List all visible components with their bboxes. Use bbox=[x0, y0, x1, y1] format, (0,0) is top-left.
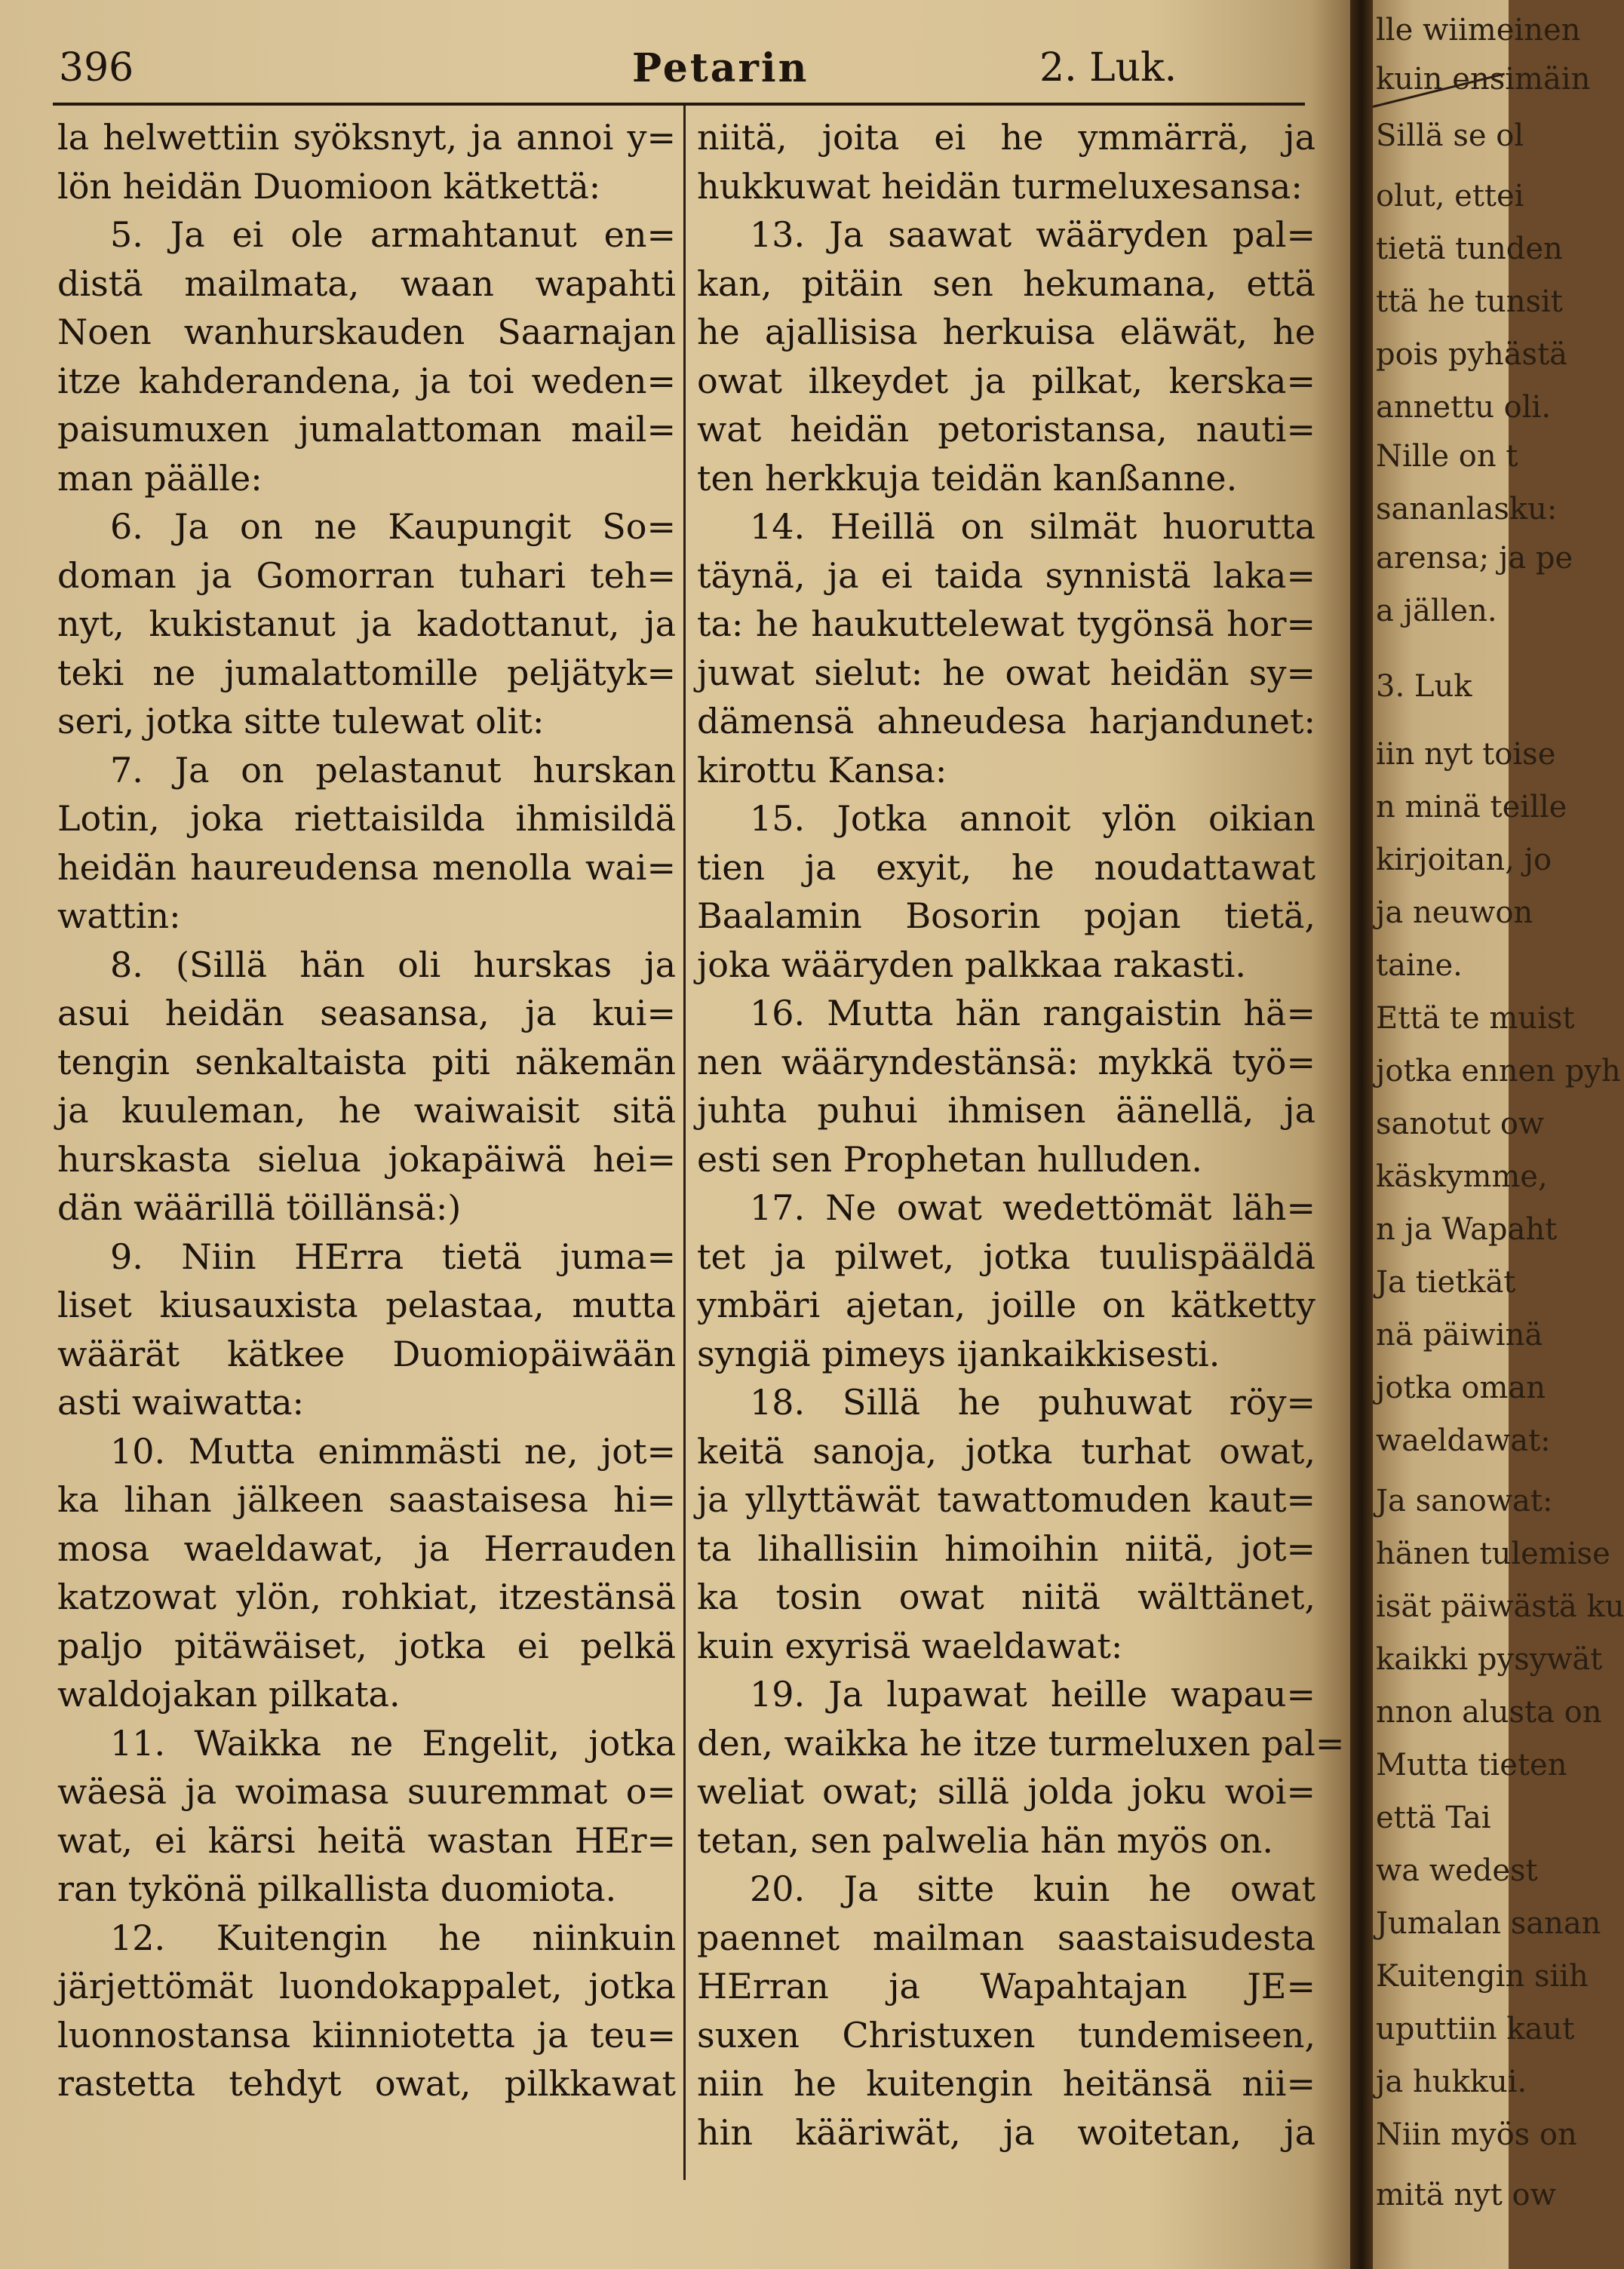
text-line: tien ja exyit, he noudattawat bbox=[697, 846, 1315, 888]
text-line: 8. (Sillä hän oli hurskas ja bbox=[110, 944, 676, 985]
text-line: ka lihan jälkeen saastaisesa hi= bbox=[57, 1479, 676, 1520]
text-line: järjettömät luondokappalet, jotka bbox=[57, 1966, 676, 2006]
text-line: owat ilkeydet ja pilkat, kerska= bbox=[697, 360, 1315, 401]
text-line: niin he kuitengin heitänsä nii= bbox=[697, 2063, 1315, 2104]
chapter-label: 2. Luk. bbox=[1039, 45, 1177, 91]
text-line: asti waiwatta: bbox=[57, 1382, 305, 1423]
text-line: lön heidän Duomioon kätkettä: bbox=[57, 165, 601, 207]
adjacent-page-text-line: Että te muist bbox=[1376, 1001, 1575, 1036]
text-line: juhta puhui ihmisen äänellä, ja bbox=[697, 1090, 1315, 1131]
text-line: katzowat ylön, rohkiat, itzestänsä bbox=[57, 1577, 676, 1617]
adjacent-page-text-line: hänen tulemise bbox=[1376, 1537, 1610, 1571]
adjacent-page-text-line: Sillä se ol bbox=[1376, 118, 1524, 153]
text-line: ta lihallisiin himoihin niitä, jot= bbox=[697, 1528, 1315, 1569]
text-line: hin kääriwät, ja woitetan, ja bbox=[697, 2111, 1315, 2153]
adjacent-page-text-line: 3. Luk bbox=[1376, 669, 1472, 704]
adjacent-page-text-line: ttä he tunsit bbox=[1376, 284, 1563, 319]
text-line: liset kiusauxista pelastaa, mutta bbox=[57, 1285, 676, 1325]
text-line: 12. Kuitengin he niinkuin bbox=[110, 1917, 676, 1958]
adjacent-page-text-line: käskymme, bbox=[1376, 1159, 1548, 1194]
text-line: hurskasta sielua jokapäiwä hei= bbox=[57, 1138, 676, 1180]
text-line: syngiä pimeys ijankaikkisesti. bbox=[697, 1333, 1220, 1374]
text-line: ymbäri ajetan, joille on kätketty bbox=[697, 1285, 1315, 1325]
text-line: paisumuxen jumalattoman mail= bbox=[57, 409, 676, 450]
header-rule bbox=[53, 103, 1305, 106]
text-line: 14. Heillä on silmät huorutta bbox=[750, 506, 1315, 547]
text-line: ta: he haukuttelewat tygönsä hor= bbox=[697, 603, 1315, 644]
text-line: dän wäärillä töillänsä:) bbox=[57, 1187, 462, 1228]
text-line: Lotin, joka riettaisilda ihmisildä bbox=[57, 798, 676, 839]
adjacent-page-text-line: lle wiimeinen bbox=[1376, 13, 1581, 48]
text-line: joka wääryden palkkaa rakasti. bbox=[697, 944, 1246, 985]
adjacent-page-text-line: pois pyhästä bbox=[1376, 337, 1567, 372]
text-line: paennet mailman saastaisudesta bbox=[697, 1917, 1315, 1958]
page-number: 396 bbox=[59, 45, 134, 91]
text-line: 10. Mutta enimmästi ne, jot= bbox=[110, 1430, 676, 1472]
text-line: paljo pitäwäiset, jotka ei pelkä bbox=[57, 1625, 676, 1666]
text-line: nyt, kukistanut ja kadottanut, ja bbox=[57, 603, 676, 644]
text-line: ja kuuleman, he waiwaisit sitä bbox=[57, 1090, 676, 1131]
adjacent-page-text-line: a jällen. bbox=[1376, 594, 1497, 628]
text-line: 16. Mutta hän rangaistin hä= bbox=[750, 993, 1315, 1033]
text-line: itze kahderandena, ja toi weden= bbox=[57, 360, 676, 401]
adjacent-page-text-line: jotka ennen pyh bbox=[1376, 1054, 1621, 1088]
adjacent-page-text-line: kuin ensimäin bbox=[1376, 62, 1591, 97]
text-line: heidän haureudensa menolla wai= bbox=[57, 846, 676, 888]
adjacent-page-text-line: Kuitengin siih bbox=[1376, 1959, 1589, 1994]
text-line: 19. Ja lupawat heille wapau= bbox=[750, 1674, 1315, 1715]
text-line: 18. Sillä he puhuwat röy= bbox=[750, 1382, 1315, 1423]
text-line: 15. Jotka annoit ylön oikian bbox=[750, 798, 1315, 839]
text-line: nen wääryndestänsä: mykkä työ= bbox=[697, 1041, 1315, 1082]
text-line: distä mailmata, waan wapahti bbox=[57, 263, 676, 304]
right-column bbox=[697, 113, 1345, 2157]
adjacent-page-text-line: taine. bbox=[1376, 948, 1463, 983]
text-line: kirottu Kansa: bbox=[697, 749, 947, 791]
text-line: weliat owat; sillä jolda joku woi= bbox=[697, 1771, 1315, 1812]
text-line: 6. Ja on ne Kaupungit So= bbox=[110, 506, 676, 547]
text-line: he ajallisisa herkuisa eläwät, he bbox=[697, 312, 1315, 352]
adjacent-page-text-line: waeldawat: bbox=[1376, 1423, 1551, 1458]
adjacent-page-text-line: kirjoitan, jo bbox=[1376, 843, 1552, 877]
text-line: 20. Ja sitte kuin he owat bbox=[750, 1868, 1315, 1909]
running-header bbox=[59, 45, 1311, 98]
adjacent-page-text-line: olut, ettei bbox=[1376, 179, 1524, 213]
text-line: suxen Christuxen tundemiseen, bbox=[697, 2014, 1315, 2056]
text-line: keitä sanoja, jotka turhat owat, bbox=[697, 1430, 1315, 1472]
text-line: kuin exyrisä waeldawat: bbox=[697, 1625, 1123, 1666]
adjacent-page-text-line: että Tai bbox=[1376, 1801, 1491, 1835]
adjacent-page-text-line: Ja sanowat: bbox=[1376, 1484, 1553, 1518]
adjacent-page-text-line: uputtiin kaut bbox=[1376, 2012, 1575, 2046]
adjacent-page-text-line: Ja tietkät bbox=[1376, 1265, 1516, 1300]
adjacent-page-text-line: arensa; ja pe bbox=[1376, 541, 1573, 576]
text-line: wäärät kätkee Duomiopäiwään bbox=[57, 1333, 676, 1374]
text-line: 5. Ja ei ole armahtanut en= bbox=[110, 214, 676, 255]
adjacent-page-text-line: n minä teille bbox=[1376, 790, 1567, 824]
text-line: 9. Niin HErra tietä juma= bbox=[110, 1236, 676, 1277]
adjacent-page-text-line: mitä nyt ow bbox=[1376, 2178, 1556, 2212]
adjacent-page-text-line: Mutta tieten bbox=[1376, 1748, 1567, 1782]
adjacent-page-text-line: Niin myös on bbox=[1376, 2117, 1577, 2152]
text-line: wat, ei kärsi heitä wastan HEr= bbox=[57, 1819, 676, 1861]
adjacent-page-text-line: annettu oli. bbox=[1376, 390, 1552, 425]
adjacent-page-edge bbox=[1373, 0, 1624, 2269]
adjacent-page-text-line: Nille on t bbox=[1376, 439, 1518, 474]
text-line: wäesä ja woimasa suuremmat o= bbox=[57, 1771, 676, 1812]
adjacent-page-text-line: ja hukkui. bbox=[1376, 2065, 1527, 2099]
adjacent-page-text-line: sanotut ow bbox=[1376, 1107, 1545, 1141]
text-line: HErran ja Wapahtajan JE= bbox=[697, 1966, 1315, 2006]
adjacent-page-text-line: nnon alusta on bbox=[1376, 1695, 1602, 1730]
adjacent-page-text-line: tietä tunden bbox=[1376, 232, 1563, 266]
adjacent-page-text-line: sananlasku: bbox=[1376, 492, 1558, 527]
adjacent-page-text-line: wa wedest bbox=[1376, 1853, 1538, 1888]
text-line: ten herkkuja teidän kanßanne. bbox=[697, 457, 1238, 499]
text-line: niitä, joita ei he ymmärrä, ja bbox=[697, 117, 1315, 158]
text-line: Noen wanhurskauden Saarnajan bbox=[57, 312, 676, 352]
adjacent-page-text-line: ja neuwon bbox=[1376, 895, 1533, 930]
text-line: ran tykönä pilkallista duomiota. bbox=[57, 1868, 617, 1909]
text-line: luonnostansa kiinniotetta ja teu= bbox=[57, 2014, 676, 2056]
adjacent-page-text-line: iin nyt toise bbox=[1376, 737, 1556, 772]
text-line: hukkuwat heidän turmeluxesansa: bbox=[697, 165, 1303, 207]
text-line: man päälle: bbox=[57, 457, 262, 499]
text-line: täynä, ja ei taida synnistä laka= bbox=[697, 554, 1315, 596]
text-line: 7. Ja on pelastanut hurskan bbox=[110, 749, 676, 791]
text-line: dämensä ahneudesa harjandunet: bbox=[697, 701, 1315, 741]
column-divider bbox=[683, 106, 686, 2180]
text-line: esti sen Prophetan hulluden. bbox=[697, 1138, 1203, 1180]
text-line: tengin senkaltaista piti näkemän bbox=[57, 1041, 676, 1082]
adjacent-page-text-line: n ja Wapaht bbox=[1376, 1212, 1558, 1247]
text-line: doman ja Gomorran tuhari teh= bbox=[57, 554, 676, 596]
text-line: mosa waeldawat, ja Herrauden bbox=[57, 1528, 676, 1569]
text-line: tetan, sen palwelia hän myös on. bbox=[697, 1819, 1273, 1861]
text-line: den, waikka he itze turmeluxen pal= bbox=[697, 1722, 1345, 1764]
text-line: teki ne jumalattomille peljätyk= bbox=[57, 652, 676, 693]
left-column bbox=[57, 113, 676, 2108]
text-line: rastetta tehdyt owat, pilkkawat bbox=[57, 2063, 676, 2104]
text-line: 17. Ne owat wedettömät läh= bbox=[750, 1187, 1315, 1228]
adjacent-page-text-line: isät päiwästä ku bbox=[1376, 1589, 1624, 1624]
text-line: juwat sielut: he owat heidän sy= bbox=[697, 652, 1315, 693]
text-line: asui heidän seasansa, ja kui= bbox=[57, 993, 676, 1033]
text-line: kan, pitäin sen hekumana, että bbox=[697, 263, 1315, 304]
text-line: ka tosin owat niitä wälttänet, bbox=[697, 1577, 1315, 1617]
text-line: seri, jotka sitte tulewat olit: bbox=[57, 701, 545, 741]
book-gutter bbox=[1350, 0, 1373, 2269]
text-line: wattin: bbox=[57, 895, 181, 936]
text-line: 11. Waikka ne Engelit, jotka bbox=[110, 1722, 676, 1764]
text-line: waldojakan pilkata. bbox=[57, 1674, 401, 1715]
running-title: Petarin bbox=[632, 45, 809, 91]
text-line: Baalamin Bosorin pojan tietä, bbox=[697, 895, 1315, 936]
text-line: la helwettiin syöksnyt, ja annoi y= bbox=[57, 117, 676, 158]
text-line: ja yllyttäwät tawattomuden kaut= bbox=[697, 1479, 1315, 1520]
text-line: 13. Ja saawat wääryden pal= bbox=[750, 214, 1315, 255]
adjacent-page-text-line: jotka oman bbox=[1376, 1371, 1546, 1405]
text-line: tet ja pilwet, jotka tuulispääldä bbox=[697, 1236, 1315, 1277]
adjacent-page-text-line: Jumalan sanan bbox=[1376, 1906, 1601, 1941]
adjacent-page-text-line: nä päiwinä bbox=[1376, 1318, 1543, 1352]
adjacent-page-text-line: kaikki pysywät bbox=[1376, 1642, 1603, 1677]
text-line: wat heidän petoristansa, nauti= bbox=[697, 409, 1315, 450]
